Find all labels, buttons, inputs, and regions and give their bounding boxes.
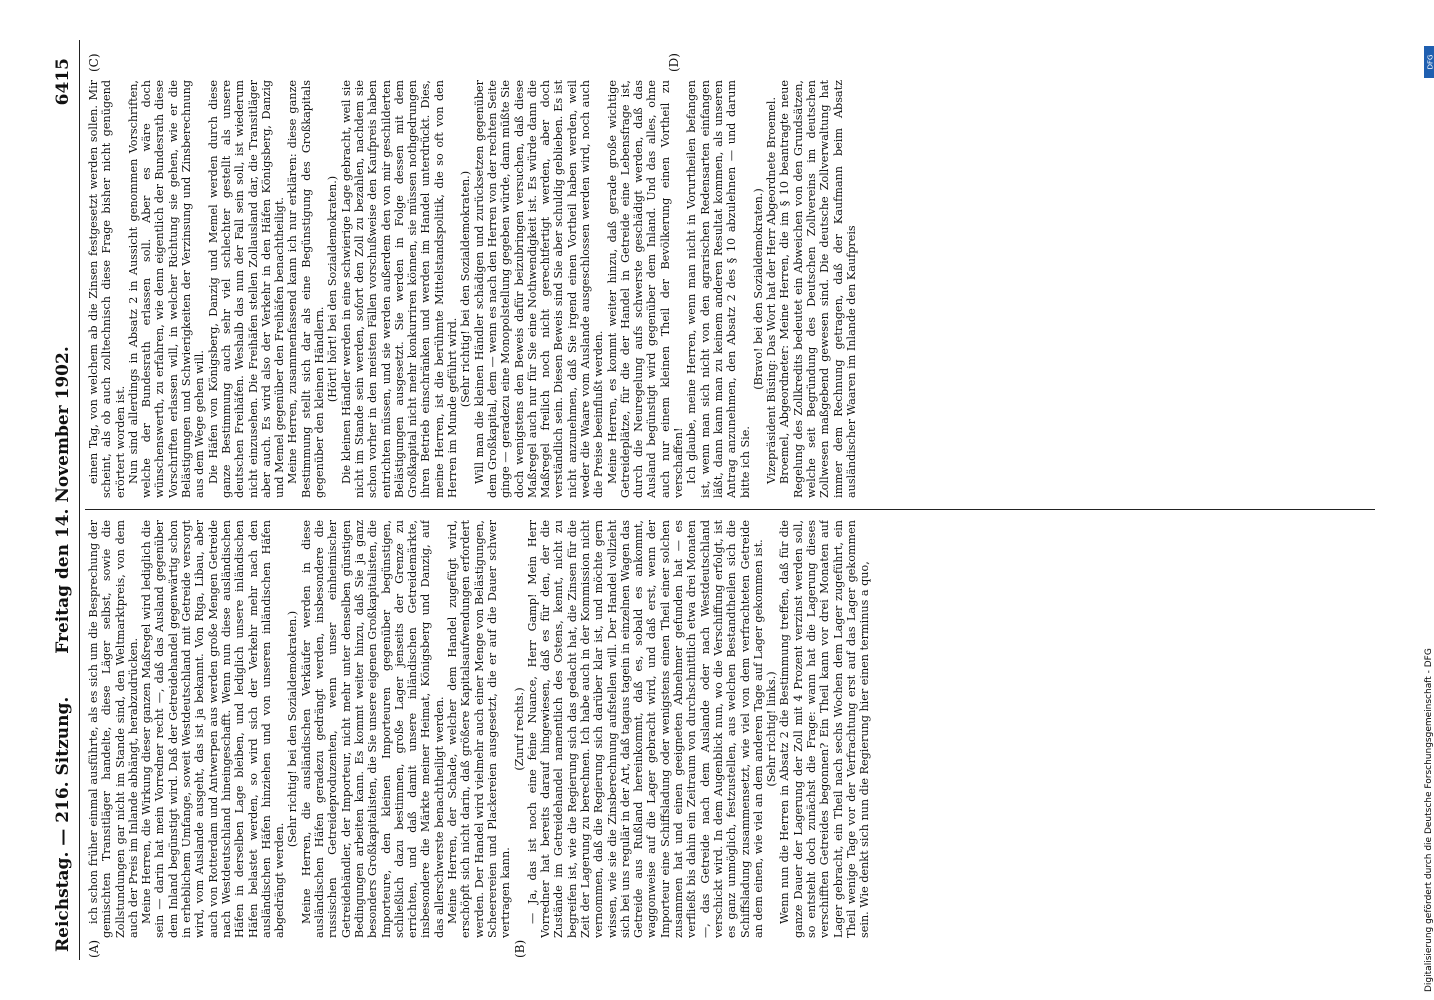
paragraph: ich schon früher einmal ausführte, als es sich um die Besprechung der gemischten Transitläger handelte, diese Läger selbst, sowie die Zollstundungen gar nicht im Stande sind, den Weltmarktpreis, von dem auch der Preis im Inlande abhängt, herabzudrücken. — [87, 520, 140, 938]
paragraph: Meine Herren, es kommt weiter hinzu, daß gerade große wichtige Getreideplätze, für die der Handel in Getreide eine Lebensfrage ist, durch die Neuregelung aufs schwerste geschädigt werden, daß das Ausland begünstigt wird gegenüber dem Inland. Und das alles, ohne auch nur einem kleinen Theil der Bevölkerung einen Vortheil zu verschaffen! — [605, 80, 686, 498]
paragraph: Meine Herren, die ausländischen Verkäufer werden in diese ausländischen Häfen geradezu gedrängt werden, insbesondere die russischen Getreideproduzenten, wenn unser einheimischer Getreidehändler, der Importeur, nicht mehr unter denselben günstigen Bedingungen arbeiten kann. Es kommt weiter hinzu, daß Sie ja ganz besonders Großkapitalisten, die Sie unsere eigenen Großkapitalisten, die Importeure, den kleinen Importeuren gegenüber begünstigen, schließlich dazu bestimmen, große Lager jenseits der Grenze zu errichten, und daß damit unsere inländischen Getreidemärkte, insbesondere die Märkte meiner Heimat, Königsberg und Danzig, auf das allerschwerste benachtheiligt werden. — [299, 520, 446, 938]
interjection: (Sehr richtig! bei den Sozialdemokraten.) — [286, 610, 300, 848]
paragraph: — Ja, das ist noch eine feine Nuance, Herr Gamp! Mein Herr Vorredner hat bereits darauf hingewiesen, daß es für den, der die Zustände im Getreidehandel namentlich des Ostens, kennt, nicht zu begreifen ist, wie die Regierung sich das gedacht hat, die Zinsen für die Zeit der Lagerung zu berechnen. Ich habe auch in der Kommission nicht vernommen, daß die Regierung sich darüber klar ist, und möchte gern wissen, wie sie die Zinsberechnung aufstellen will. Der Handel vollzieht sich bei uns regulär in der Art, daß tagaus tagein in einzelnen Wagen das Getreide aus Rußland hereinkommt, daß es, sobald es ankommt, waggonweise auf die Lager gebracht wird, und daß erst, wenn der Importeur eine Schiffsladung oder wenigstens einen Theil einer solchen zusammen hat und einen geeigneten Abnehmer gefunden hat — es verfließt bis dahin ein Zeitraum von durchschnittlich etwa drei Monaten —, das Getreide nach dem Auslande oder nach Westdeutschland verschickt wird. In dem Augenblick nun, wo die Verschiffung erfolgt, ist es ganz unmöglich, festzustellen, aus welchen Bestandtheilen sich die Schiffsladung zusammensetzt, wie viel von dem verfrachteten Getreide an dem einen, wie viel an dem anderen Tage auf Lager gekommen ist. — [525, 520, 765, 938]
rotated-document-page — [49, 40, 1379, 960]
header-date: Freitag den 14. November 1902. — [53, 346, 73, 654]
digitization-credit: Digitalisierung gefördert durch die Deutsche Forschungsgemeinschaft - DFG — [1424, 648, 1434, 992]
dfg-logo — [1424, 46, 1434, 78]
paragraph: Will man die kleinen Händler schädigen und zurücksetzen gegenüber dem Großkapital, dem — wenn es nach den Herren von der rechten Seite ginge — geradezu eine Monopolstellung gegeben würde, dann müßte Sie doch wenigstens den Beweis dafür beizubringen versuchen, daß diese Maßregel auch nur für Sie eine Nothwendigkeit ist. Es würde dann die Maßregel freilich noch nicht gerechtfertigt werden, aber doch verständlich sein. Diesen Beweis sind Sie aber schuldig geblieben. Es ist nicht anzunehmen, daß Sie irgend einen Vortheil haben werden, weil weder die Waare vom Auslande ausgeschlossen werden wird, noch auch die Preise beeinflußt werden. — [472, 80, 606, 498]
section-marker-b: (B) — [513, 939, 527, 958]
interjection: (Zuruf rechts.) — [512, 687, 526, 771]
paragraph: Broemel, Abgeordneter: Meine Herren, die im § 10 beantragte neue Regelung des Zollkredits bedeutet ein Abweichen von den Grundsätzen, welche seit Begründung des Deutschen Zollvereins im deutschen Zollwesen maßgebend gewesen sind. Die deutsche Zollverwaltung hat immer dem Rechnung getragen, daß der Kaufmann beim Absatz ausländischer Waaren im Inlande den Kaufpreis — [778, 80, 858, 498]
right-text-column — [87, 80, 1373, 498]
interjection: (Sehr richtig! links.) — [765, 671, 779, 787]
header-rule — [79, 40, 80, 960]
paragraph: Die Häfen von Königsberg, Danzig und Memel werden durch diese ganze Bestimmung auch sehr viel schlechter gestellt als unsere deutschen Freihäfen. Weshalb das nun der Fall sein soll, ist wiederum nicht einzusehen. Die Freihäfen stellen Zollausland dar, die Transitläger aber auch. Es wird also der Verkehr in den Häfen Königsberg, Danzig und Memel gegenüber den Freihäfen benachtheiligt. — [206, 80, 287, 498]
paragraph: Meine Herren, zusammenfassend kann ich nur erklären: diese ganze Bestimmung stellt sich dar als eine Begünstigung des Großkapitals gegenüber den kleinen Händlern. — [286, 80, 327, 498]
section-marker-c: (C) — [87, 53, 101, 72]
paragraph: einen Tag, von welchem ab die Zinsen festgesetzt werden sollen. Mir scheint, als ob auch zolltechnisch diese Frage bisher nicht genügend erörtert worden ist. — [87, 80, 127, 498]
interjection: (Hört! hört! bei den Sozialdemokraten.) — [326, 175, 340, 403]
section-marker-a: (A) — [87, 939, 101, 958]
left-text-column — [87, 520, 1373, 938]
paragraph: Die kleinen Händler werden in eine schwierige Lage gebracht, weil sie nicht im Stande sein werden, sofort den Zoll zu bezahlen, nachdem sie schon vorher in den meisten Fällen vorschußweise den Kaufpreis haben entrichten müssen, und sie werden außerdem den von mir geschilderten Belästigungen ausgesetzt. Sie werden in Folge dessen mit dem Großkapital nicht mehr konkurriren können, sie müssen nothgedrungen ihren Betrieb einschränken und werden im Handel unterdrückt. Dies, meine Herren, ist die berühmte Mittelstandspolitik, die so oft von den Herren im Munde geführt wird. — [339, 80, 460, 498]
paragraph: Meine Herren, der Schade, welcher dem Handel zugefügt wird, erschöpft sich nicht darin, daß größere Kapitalsaufwendungen erfordert werden. Der Handel wird vielmehr auch einer Menge von Belästigungen, Scheerereien und Plackereien ausgesetzt, die er auf die Dauer schwer vertragen kann. — [446, 520, 513, 938]
interjection: (Bravo! bei den Sozialdemokraten.) — [751, 188, 765, 390]
section-marker-d: (D) — [667, 53, 681, 72]
paragraph: Vizepräsident Büsing: Das Wort hat der Herr Abgeordnete Broemel. — [765, 96, 779, 484]
header-left: Reichstag. — 216. Sitzung. — [53, 696, 73, 952]
paragraph: Nun sind allerdings in Absatz 2 in Aussicht genommen Vorschriften, welche der Bundesrath erlassen soll. Aber es wäre doch wünschenswerth, zu erfahren, wie denn eigentlich der Bundesrath diese Vorschriften erlassen will, in welcher Richtung sie gehen, wie er die Belästigungen und Schwierigkeiten der Verzinsung und Zinsberechnung aus dem Wege gehen will. — [126, 80, 207, 498]
page-number: 6415 — [53, 58, 73, 106]
paragraph: Ich glaube, meine Herren, wenn man nicht in Vorurtheilen befangen ist, wenn man sich nicht von den agrarischen Redensarten einfangen läßt, dann kann man zu keinem anderen Resultat kommen, als unseren Antrag anzunehmen, den Absatz 2 des § 10 abzulehnen — und darum bitte ich Sie. — [685, 80, 752, 498]
dfg-logo-text: DFG — [1426, 54, 1434, 70]
interjection: (Sehr richtig! bei den Sozialdemokraten.) — [459, 170, 473, 408]
column-divider — [85, 509, 1375, 510]
paragraph: Wenn nun die Herren in Absatz 2 die Bestimmung treffen, daß für die ganze Dauer der Lagerung der Zoll mit 4 Prozent verzinst werden soll, so entsteht doch zunächst die Frage: wann hat die Lagerung dieses verschifften Getreides begonnen? Ein Theil kann vor drei Monaten auf Lager gebracht, ein Theil nach sechs Wochen dem Lager zugeführt, ein Theil wenige Tage vor der Verfrachtung erst auf das Lager gekommen sein. Wie denkt sich nun die Regierung hier einen terminus a quo, — [778, 520, 872, 938]
page-header — [53, 40, 79, 960]
paragraph: Meine Herren, die Wirkung dieser ganzen Maßregel wird lediglich die sein — darin hat mein Vorredner recht —, daß das Ausland gegenüber dem Inland begünstigt wird. Daß der Getreidehandel gegenwärtig schon in erheblichem Umfange, soweit Westdeutschland mit Getreide versorgt wird, vom Auslande ausgeht, das ist ja bekannt. Von Riga, Libau, aber auch von Rotterdam und Antwerpen aus werden große Mengen Getreide nach Westdeutschland hineingeschafft. Wenn nun diese ausländischen Häfen in derselben Lage bleiben, und lediglich unsere inländischen Häfen belastet werden, so wird sich der Verkehr mehr nach den ausländischen Häfen hinziehen und von unseren inländischen Häfen abgedrängt werden. — [140, 520, 287, 938]
